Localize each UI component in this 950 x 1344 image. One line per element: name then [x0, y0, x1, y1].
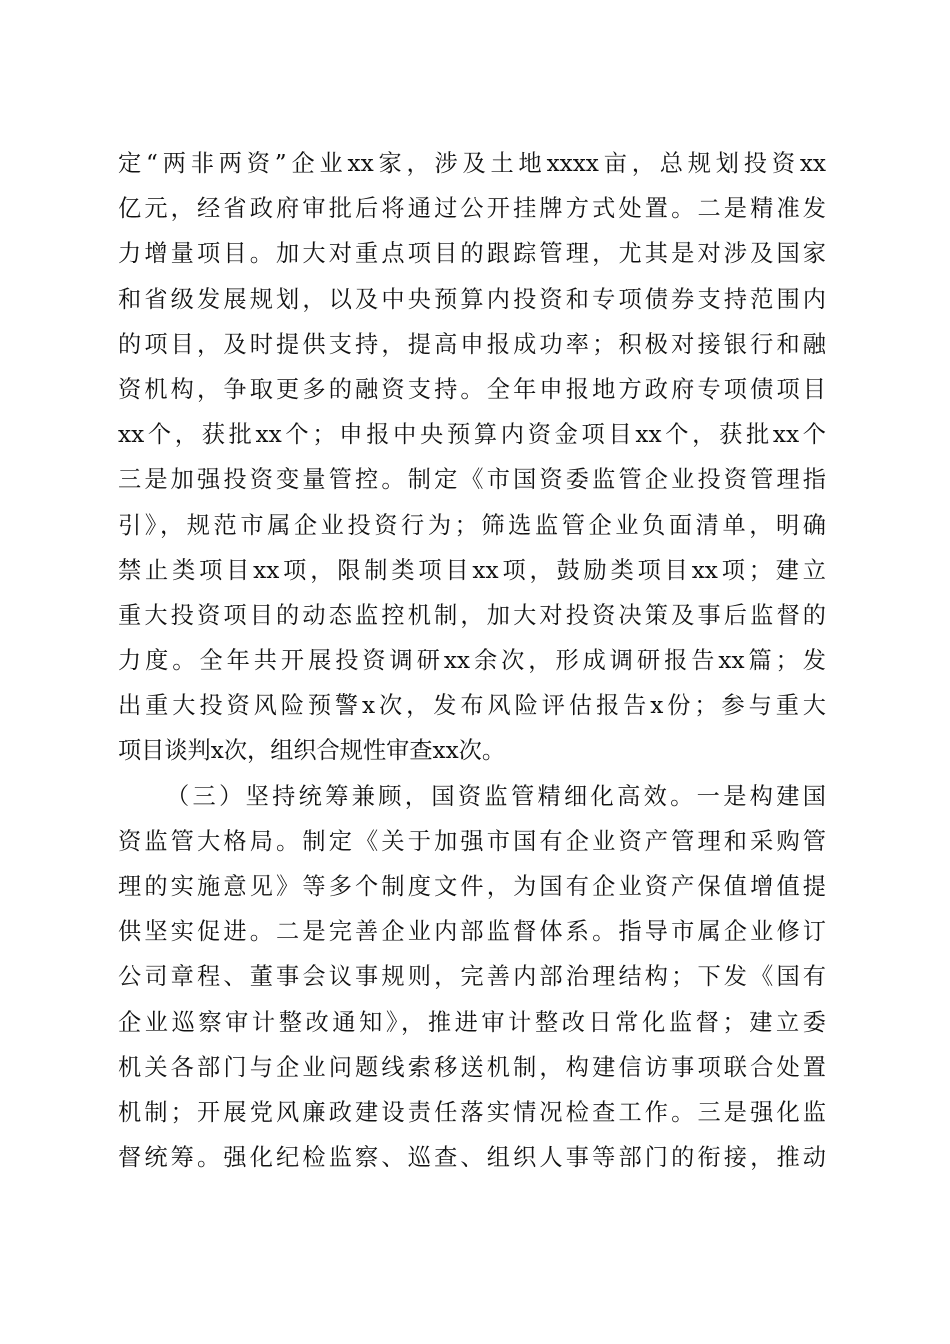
text-line: 重大投资项目的动态监控机制，加大对投资决策及事后监督的 [118, 601, 826, 629]
text-line: 力度。全年共开展投资调研xx余次，形成调研报告xx篇；发 [118, 647, 826, 675]
text-line: 的项目，及时提供支持，提高申报成功率；积极对接银行和融 [118, 330, 826, 358]
text-line: xx个，获批xx个；申报中央预算内资金项目xx个，获批xx个 [118, 421, 826, 449]
text-line: 引》，规范市属企业投资行为；筛选监管企业负面清单，明确 [118, 511, 826, 539]
body-text [118, 141, 826, 1180]
text-line: 力增量项目。加大对重点项目的跟踪管理，尤其是对涉及国家 [118, 240, 826, 268]
text-line: 供坚实促进。二是完善企业内部监督体系。指导市属企业修订 [118, 918, 826, 946]
text-line: 机关各部门与企业问题线索移送机制，构建信访事项联合处置 [118, 1053, 826, 1081]
text-line: 公司章程、董事会议事规则，完善内部治理结构；下发《国有 [118, 963, 826, 991]
text-line: 资监管大格局。制定《关于加强市国有企业资产管理和采购管 [118, 827, 826, 855]
text-line: 和省级发展规划，以及中央预算内投资和专项债券支持范围内 [118, 285, 826, 313]
text-line: 三是加强投资变量管控。制定《市国资委监管企业投资管理指 [118, 466, 826, 494]
text-line: 机制；开展党风廉政建设责任落实情况检查工作。三是强化监 [118, 1098, 826, 1126]
text-line: 项目谈判x次，组织合规性审查xx次。 [118, 737, 506, 765]
text-line: 亿元，经省政府审批后将通过公开挂牌方式处置。二是精准发 [118, 195, 826, 223]
section-heading-line: （三）坚持统筹兼顾，国资监管精细化高效。一是构建国 [166, 782, 826, 810]
text-line: 资机构，争取更多的融资支持。全年申报地方政府专项债项目 [118, 375, 826, 403]
text-line: 禁止类项目xx项，限制类项目xx项，鼓励类项目xx项；建立 [118, 556, 826, 584]
text-line: 出重大投资风险预警x次，发布风险评估报告x份；参与重大 [118, 692, 826, 720]
text-line: 督统筹。强化纪检监察、巡查、组织人事等部门的衔接，推动 [118, 1144, 826, 1172]
text-line: 理的实施意见》等多个制度文件，为国有企业资产保值增值提 [118, 873, 826, 900]
text-line: 定“两非两资”企业xx家，涉及土地xxxx亩，总规划投资xx [118, 150, 826, 177]
text-line: 企业巡察审计整改通知》，推进审计整改日常化监督；建立委 [118, 1008, 826, 1036]
